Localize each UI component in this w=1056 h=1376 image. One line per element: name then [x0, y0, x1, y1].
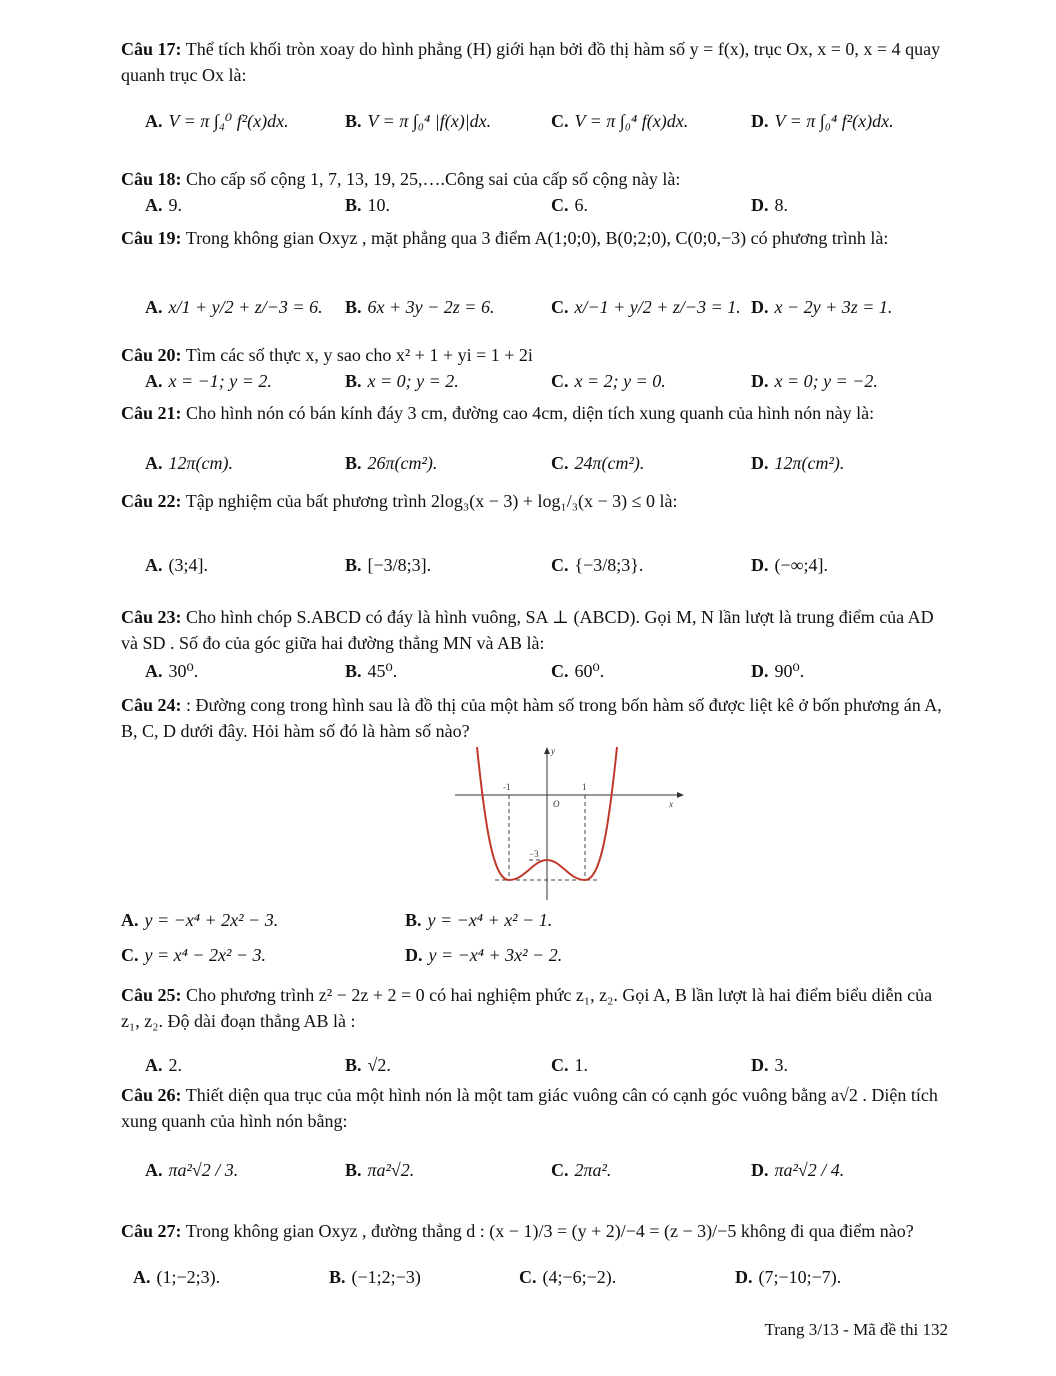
- question-23: Câu 23: Cho hình chóp S.ABCD có đáy là hình vuông, SA ⊥ (ABCD). Gọi M, N lần lượt là trung điểm của AD và SD . Số đo của góc giữa hai đường thẳng MN và AB là:: [121, 607, 934, 653]
- question-27-options: [121, 1262, 948, 1296]
- option-d[interactable]: D. πa²√2 / 4.: [751, 1160, 845, 1180]
- option-c[interactable]: C. (4;−6;−2).: [519, 1267, 617, 1287]
- page-footer: Trang 3/13 - Mã đề thi 132: [764, 1320, 948, 1339]
- y-label: y: [551, 746, 555, 756]
- question-27: Câu 27: Trong không gian Oxyz , đường thẳng d : (x − 1)/3 = (y + 2)/−4 = (z − 3)/−5 không đi qua điểm nào?: [121, 1221, 914, 1241]
- option-d[interactable]: D. V = π ∫₀⁴ f²(x)dx.: [751, 111, 894, 131]
- question-text: Câu 17: Thể tích khối tròn xoay do hình phẳng (H) giới hạn bởi đồ thị hàm số y = f(x), trục Ox, x = 0, x = 4 quay quanh trục Ox là:: [121, 39, 941, 85]
- question-22: Câu 22: Tập nghiệm của bất phương trình 2log₃(x − 3) + log₁/₃(x − 3) ≤ 0 là:: [121, 491, 678, 511]
- option-a[interactable]: A. 30⁰.: [145, 661, 199, 681]
- question-18-options: [121, 190, 948, 224]
- origin-label: O: [553, 799, 560, 809]
- question-21-options: [121, 448, 948, 482]
- option-c[interactable]: C. 24π(cm²).: [551, 453, 645, 473]
- option-d[interactable]: D. x = 0; y = −2.: [751, 371, 878, 391]
- option-b[interactable]: B. x = 0; y = 2.: [345, 371, 459, 391]
- option-b[interactable]: B. πa²√2.: [345, 1160, 415, 1180]
- option-d[interactable]: D. (−∞;4].: [751, 555, 828, 575]
- question-17: [121, 36, 948, 88]
- question-22-options: [121, 550, 948, 584]
- question-19-options: [121, 292, 948, 326]
- option-c[interactable]: C. 60⁰.: [551, 661, 605, 681]
- option-d[interactable]: D. y = −x⁴ + 3x² − 2.: [405, 945, 563, 965]
- option-b[interactable]: B. 10.: [345, 195, 391, 215]
- option-a[interactable]: A. x/1 + y/2 + z/−3 = 6.: [145, 297, 323, 317]
- function-graph: [455, 745, 685, 900]
- question-20-options: [121, 366, 948, 400]
- question-23-options: [121, 656, 948, 690]
- question-25: Câu 25: Cho phương trình z² − 2z + 2 = 0 có hai nghiệm phức z₁, z₂. Gọi A, B lần lượt là hai điểm biểu diễn của z₁, z₂. Độ dài đoạn thẳng AB là :: [121, 985, 933, 1031]
- option-a[interactable]: A. y = −x⁴ + 2x² − 3.: [121, 910, 279, 930]
- question-26-options: [121, 1155, 948, 1189]
- option-a[interactable]: A. 12π(cm).: [145, 453, 233, 473]
- option-c[interactable]: C. {−3/8;3}.: [551, 555, 644, 575]
- question-24-options-row2: [121, 940, 948, 974]
- question-24: Câu 24: : Đường cong trong hình sau là đồ thị của một hàm số trong bốn hàm số được liệt kê ở bốn phương án A, B, C, D dưới đây. Hỏi hàm số đó là hàm số nào?: [121, 695, 942, 741]
- option-a[interactable]: A. (1;−2;3).: [133, 1267, 221, 1287]
- tick-neg3: −3: [529, 849, 539, 859]
- question-17-options: [121, 106, 948, 140]
- option-b[interactable]: B. V = π ∫₀⁴ |f(x)|dx.: [345, 111, 492, 131]
- tick-1: 1: [582, 782, 587, 792]
- option-b[interactable]: B. 6x + 3y − 2z = 6.: [345, 297, 495, 317]
- option-c[interactable]: C. 1.: [551, 1055, 588, 1075]
- option-b[interactable]: B. √2.: [345, 1055, 391, 1075]
- option-c[interactable]: C. 2πa².: [551, 1160, 612, 1180]
- y-axis-arrow: [544, 747, 550, 754]
- option-b[interactable]: B. 45⁰.: [345, 661, 398, 681]
- option-a[interactable]: A. V = π ∫₄⁰ f²(x)dx.: [145, 111, 289, 131]
- option-c[interactable]: C. x = 2; y = 0.: [551, 371, 666, 391]
- option-c[interactable]: C. y = x⁴ − 2x² − 3.: [121, 945, 267, 965]
- question-18: Câu 18: Cho cấp số cộng 1, 7, 13, 19, 25,….Công sai của cấp số cộng này là:: [121, 169, 681, 189]
- option-c[interactable]: C. V = π ∫₀⁴ f(x)dx.: [551, 111, 689, 131]
- option-a[interactable]: A. 2.: [145, 1055, 182, 1075]
- question-26: Câu 26: Thiết diện qua trục của một hình nón là một tam giác vuông cân có cạnh góc vuông bằng a√2 . Diện tích xung quanh của hình nón bằng:: [121, 1085, 938, 1131]
- option-c[interactable]: C. x/−1 + y/2 + z/−3 = 1.: [551, 297, 741, 317]
- option-b[interactable]: B. 26π(cm²).: [345, 453, 438, 473]
- option-b[interactable]: B. (−1;2;−3): [329, 1267, 421, 1287]
- question-21: Câu 21: Cho hình nón có bán kính đáy 3 cm, đường cao 4cm, diện tích xung quanh của hình nón này là:: [121, 403, 875, 423]
- option-d[interactable]: D. 3.: [751, 1055, 788, 1075]
- option-a[interactable]: A. πa²√2 / 3.: [145, 1160, 239, 1180]
- option-a[interactable]: A. (3;4].: [145, 555, 208, 575]
- x-axis-arrow: [677, 792, 684, 798]
- x-label: x: [669, 799, 673, 809]
- question-25-options: [121, 1050, 948, 1084]
- option-d[interactable]: D. 8.: [751, 195, 788, 215]
- tick-neg1: -1: [503, 782, 511, 792]
- option-d[interactable]: D. (7;−10;−7).: [735, 1267, 842, 1287]
- option-d[interactable]: D. 90⁰.: [751, 661, 805, 681]
- option-a[interactable]: A. 9.: [145, 195, 182, 215]
- option-d[interactable]: D. 12π(cm²).: [751, 453, 845, 473]
- option-b[interactable]: B. [−3/8;3].: [345, 555, 432, 575]
- question-19: Câu 19: Trong không gian Oxyz , mặt phẳng qua 3 điểm A(1;0;0), B(0;2;0), C(0;0,−3) có phương trình là:: [121, 228, 889, 248]
- option-d[interactable]: D. x − 2y + 3z = 1.: [751, 297, 893, 317]
- option-c[interactable]: C. 6.: [551, 195, 588, 215]
- option-b[interactable]: B. y = −x⁴ + x² − 1.: [405, 910, 553, 930]
- question-20: Câu 20: Tìm các số thực x, y sao cho x² + 1 + yi = 1 + 2i: [121, 345, 533, 365]
- question-24-options-row1: [121, 905, 948, 939]
- option-a[interactable]: A. x = −1; y = 2.: [145, 371, 272, 391]
